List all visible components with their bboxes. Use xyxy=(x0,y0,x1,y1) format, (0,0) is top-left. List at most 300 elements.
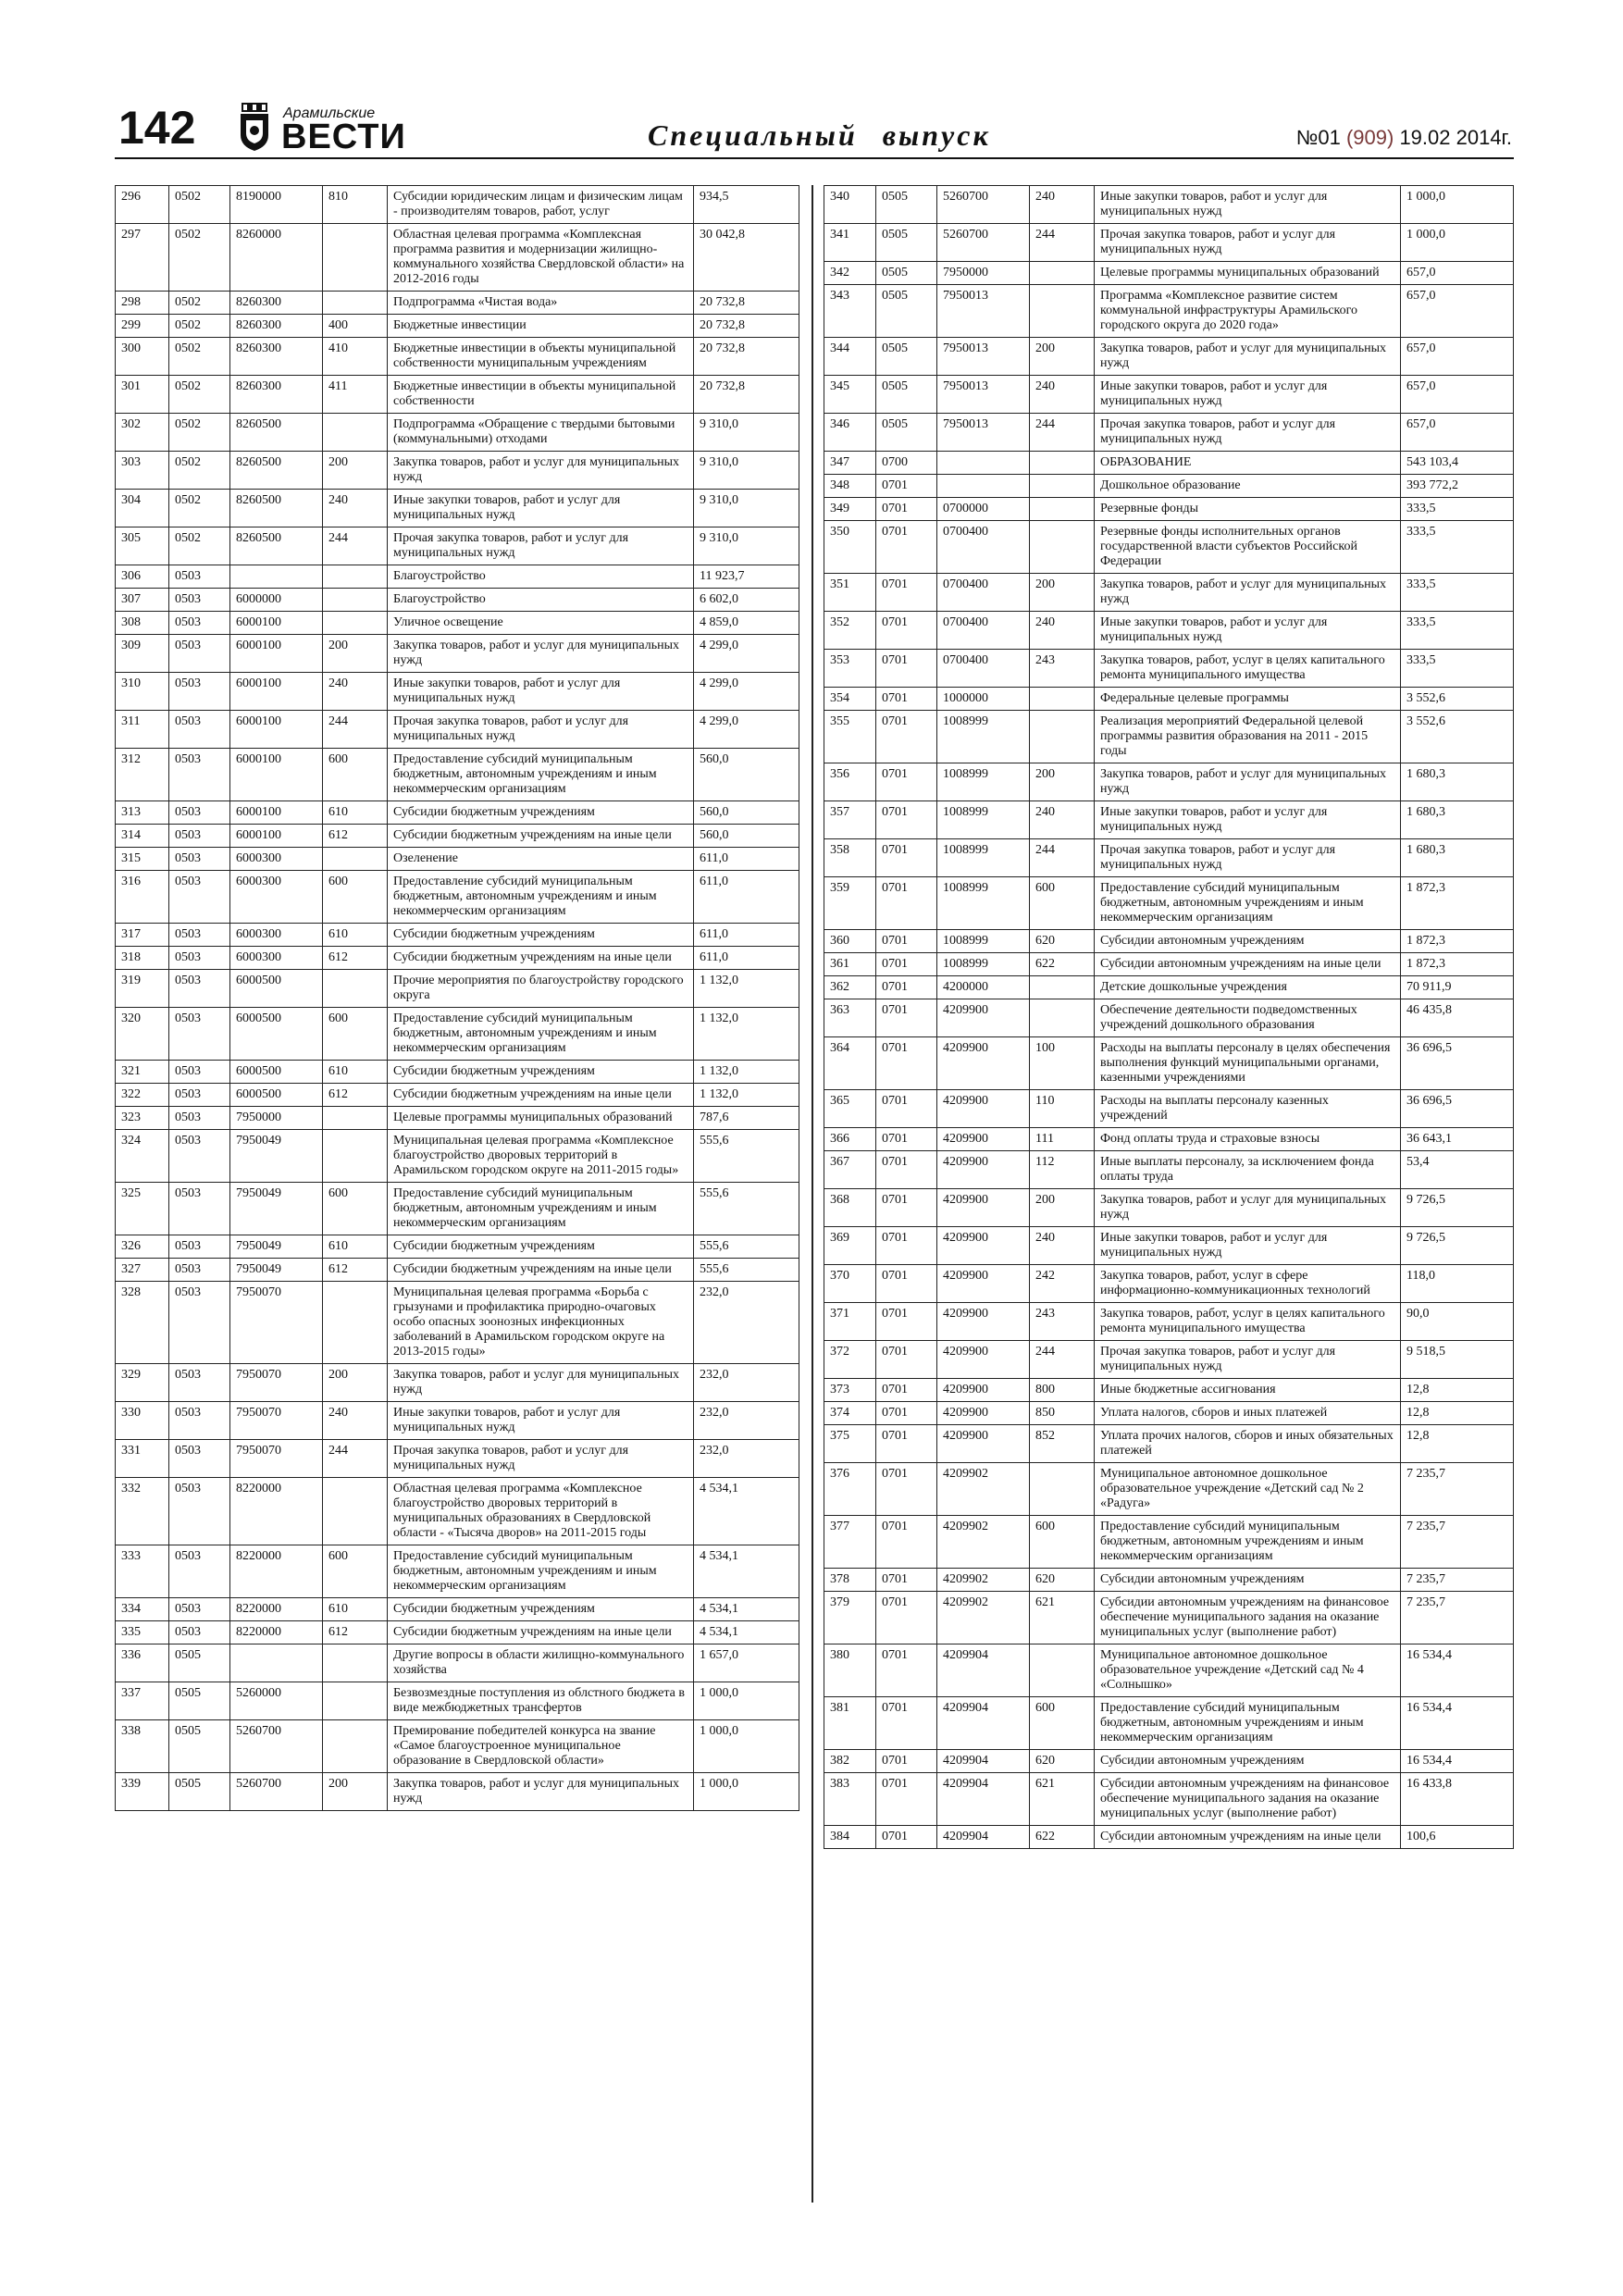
section-code-cell: 0503 xyxy=(169,589,230,612)
table-row xyxy=(824,1592,1514,1644)
row-number-cell: 313 xyxy=(116,801,169,825)
section-code-cell: 0701 xyxy=(876,1826,937,1849)
expense-type-cell xyxy=(323,292,388,315)
amount-cell: 393 772,2 xyxy=(1401,475,1514,498)
amount-cell: 4 299,0 xyxy=(694,635,799,673)
item-name-cell: Предоставление субсидий муниципальным бюджетным, автономным учреждениям и иным некоммерческим организациям xyxy=(1095,1697,1401,1750)
amount-cell: 4 859,0 xyxy=(694,612,799,635)
item-name-cell: Муниципальная целевая программа «Борьба с грызунами и профилактика природно-очаговых особо опасных зоонозных инфекционных заболеваний в Арамильском городском округе на 2013-2015 годы» xyxy=(388,1282,694,1364)
row-number-cell: 322 xyxy=(116,1084,169,1107)
table-row xyxy=(116,527,799,565)
amount-cell: 9 310,0 xyxy=(694,452,799,490)
section-code-cell: 0701 xyxy=(876,1341,937,1379)
amount-cell: 36 696,5 xyxy=(1401,1090,1514,1128)
item-name-cell: Прочая закупка товаров, работ и услуг для муниципальных нужд xyxy=(388,527,694,565)
amount-cell: 934,5 xyxy=(694,186,799,224)
expense-type-cell: 411 xyxy=(323,376,388,414)
expense-type-cell: 240 xyxy=(323,1402,388,1440)
item-name-cell: Уличное освещение xyxy=(388,612,694,635)
item-name-cell: Резервные фонды исполнительных органов государственной власти субъектов Российской Федерации xyxy=(1095,521,1401,574)
amount-cell: 560,0 xyxy=(694,749,799,801)
target-article-cell: 4209900 xyxy=(937,1402,1030,1425)
amount-cell: 9 726,5 xyxy=(1401,1189,1514,1227)
target-article-cell xyxy=(937,475,1030,498)
expense-type-cell: 244 xyxy=(1030,1341,1095,1379)
item-name-cell: Областная целевая программа «Комплексное благоустройство дворовых территорий в муниципальных образованиях в Свердловской области - «Тысяча дворов» на 2011-2015 годы xyxy=(388,1478,694,1545)
amount-cell: 657,0 xyxy=(1401,414,1514,452)
target-article-cell: 8220000 xyxy=(230,1621,323,1644)
table-row xyxy=(824,1697,1514,1750)
item-name-cell: Расходы на выплаты персоналу в целях обеспечения выполнения функций муниципальными органами, казенными учреждениями xyxy=(1095,1037,1401,1090)
amount-cell: 118,0 xyxy=(1401,1265,1514,1303)
section-code-cell: 0503 xyxy=(169,1621,230,1644)
section-code-cell: 0700 xyxy=(876,452,937,475)
amount-cell: 46 435,8 xyxy=(1401,999,1514,1037)
item-name-cell: Субсидии бюджетным учреждениям на иные цели xyxy=(388,825,694,848)
row-number-cell: 343 xyxy=(824,285,876,338)
table-row xyxy=(824,839,1514,877)
section-code-cell: 0503 xyxy=(169,612,230,635)
expense-type-cell: 610 xyxy=(323,1061,388,1084)
row-number-cell: 340 xyxy=(824,186,876,224)
target-article-cell: 4209900 xyxy=(937,1189,1030,1227)
row-number-cell: 310 xyxy=(116,673,169,711)
item-name-cell: Субсидии бюджетным учреждениям на иные цели xyxy=(388,947,694,970)
section-code-cell: 0503 xyxy=(169,635,230,673)
item-name-cell: Закупка товаров, работ и услуг для муниципальных нужд xyxy=(1095,338,1401,376)
section-code-cell: 0503 xyxy=(169,1478,230,1545)
item-name-cell: Озеленение xyxy=(388,848,694,871)
item-name-cell: Муниципальное автономное дошкольное образовательное учреждение «Детский сад № 2 «Радуга» xyxy=(1095,1463,1401,1516)
section-code-cell: 0503 xyxy=(169,1061,230,1084)
expense-type-cell: 244 xyxy=(1030,414,1095,452)
section-code-cell: 0502 xyxy=(169,414,230,452)
amount-cell: 11 923,7 xyxy=(694,565,799,589)
amount-cell: 1 872,3 xyxy=(1401,930,1514,953)
table-row xyxy=(824,1644,1514,1697)
table-row xyxy=(824,1341,1514,1379)
amount-cell: 1 000,0 xyxy=(1401,186,1514,224)
expense-type-cell xyxy=(1030,498,1095,521)
expense-type-cell: 243 xyxy=(1030,650,1095,688)
target-article-cell: 6000500 xyxy=(230,1061,323,1084)
target-article-cell: 4209900 xyxy=(937,1227,1030,1265)
table-row xyxy=(824,498,1514,521)
target-article-cell: 1008999 xyxy=(937,711,1030,763)
table-row xyxy=(116,1682,799,1720)
target-article-cell: 7950000 xyxy=(230,1107,323,1130)
section-code-cell: 0701 xyxy=(876,1151,937,1189)
expense-type-cell: 200 xyxy=(323,1773,388,1811)
table-row xyxy=(824,877,1514,930)
row-number-cell: 312 xyxy=(116,749,169,801)
table-row xyxy=(116,315,799,338)
table-row xyxy=(824,1425,1514,1463)
section-code-cell: 0502 xyxy=(169,452,230,490)
item-name-cell: Закупка товаров, работ, услуг в сфере информационно-коммуникационных технологий xyxy=(1095,1265,1401,1303)
target-article-cell: 0700400 xyxy=(937,612,1030,650)
section-code-cell: 0505 xyxy=(169,1773,230,1811)
expense-type-cell: 243 xyxy=(1030,1303,1095,1341)
newspaper-logo xyxy=(239,102,406,156)
section-code-cell: 0503 xyxy=(169,1364,230,1402)
item-name-cell: Иные выплаты персоналу, за исключением фонда оплаты труда xyxy=(1095,1151,1401,1189)
row-number-cell: 304 xyxy=(116,490,169,527)
expense-type-cell xyxy=(323,1682,388,1720)
item-name-cell: Субсидии бюджетным учреждениям xyxy=(388,1235,694,1259)
item-name-cell: Подпрограмма «Обращение с твердыми бытовыми (коммунальными) отходами xyxy=(388,414,694,452)
amount-cell: 555,6 xyxy=(694,1183,799,1235)
item-name-cell: Прочая закупка товаров, работ и услуг для муниципальных нужд xyxy=(388,711,694,749)
expense-type-cell: 240 xyxy=(1030,1227,1095,1265)
expense-type-cell: 600 xyxy=(323,1008,388,1061)
target-article-cell: 4209904 xyxy=(937,1773,1030,1826)
table-row xyxy=(116,1235,799,1259)
target-article-cell: 8260300 xyxy=(230,292,323,315)
item-name-cell: Иные закупки товаров, работ и услуг для муниципальных нужд xyxy=(1095,801,1401,839)
amount-cell: 560,0 xyxy=(694,825,799,848)
section-code-cell: 0503 xyxy=(169,801,230,825)
amount-cell: 1 000,0 xyxy=(694,1720,799,1773)
expense-type-cell: 200 xyxy=(1030,574,1095,612)
section-code-cell: 0503 xyxy=(169,749,230,801)
item-name-cell: Субсидии автономным учреждениям xyxy=(1095,1569,1401,1592)
row-number-cell: 364 xyxy=(824,1037,876,1090)
table-row xyxy=(824,1303,1514,1341)
target-article-cell: 4209900 xyxy=(937,999,1030,1037)
section-code-cell: 0701 xyxy=(876,711,937,763)
expense-type-cell xyxy=(323,1282,388,1364)
row-number-cell: 359 xyxy=(824,877,876,930)
amount-cell: 787,6 xyxy=(694,1107,799,1130)
expense-type-cell xyxy=(1030,1463,1095,1516)
row-number-cell: 318 xyxy=(116,947,169,970)
row-number-cell: 346 xyxy=(824,414,876,452)
table-row xyxy=(824,262,1514,285)
budget-table-left-body xyxy=(116,186,799,1811)
section-code-cell: 0503 xyxy=(169,970,230,1008)
item-name-cell: Резервные фонды xyxy=(1095,498,1401,521)
expense-type-cell: 612 xyxy=(323,1621,388,1644)
item-name-cell: Целевые программы муниципальных образований xyxy=(388,1107,694,1130)
table-row xyxy=(824,452,1514,475)
target-article-cell: 7950049 xyxy=(230,1130,323,1183)
row-number-cell: 357 xyxy=(824,801,876,839)
amount-cell: 4 534,1 xyxy=(694,1598,799,1621)
table-row xyxy=(116,589,799,612)
row-number-cell: 321 xyxy=(116,1061,169,1084)
row-number-cell: 323 xyxy=(116,1107,169,1130)
expense-type-cell: 600 xyxy=(323,749,388,801)
item-name-cell: Предоставление субсидий муниципальным бюджетным, автономным учреждениям и иным некоммерческим организациям xyxy=(388,749,694,801)
page-number: 142 xyxy=(118,102,196,154)
section-code-cell: 0503 xyxy=(169,1107,230,1130)
target-article-cell: 4209900 xyxy=(937,1265,1030,1303)
section-code-cell: 0701 xyxy=(876,1773,937,1826)
target-article-cell: 6000100 xyxy=(230,612,323,635)
section-code-cell: 0701 xyxy=(876,877,937,930)
item-name-cell: Бюджетные инвестиции xyxy=(388,315,694,338)
section-code-cell: 0505 xyxy=(876,186,937,224)
item-name-cell: Федеральные целевые программы xyxy=(1095,688,1401,711)
row-number-cell: 361 xyxy=(824,953,876,976)
table-row xyxy=(116,1621,799,1644)
table-row xyxy=(824,186,1514,224)
table-row xyxy=(116,711,799,749)
section-code-cell: 0503 xyxy=(169,871,230,924)
logo-top-text: Арамильские xyxy=(283,105,376,121)
row-number-cell: 380 xyxy=(824,1644,876,1697)
budget-table-left xyxy=(115,185,799,1811)
expense-type-cell: 240 xyxy=(1030,186,1095,224)
amount-cell: 1 132,0 xyxy=(694,970,799,1008)
expense-type-cell: 244 xyxy=(1030,224,1095,262)
item-name-cell: Реализация мероприятий Федеральной целевой программы развития образования на 2011 - 2015 годы xyxy=(1095,711,1401,763)
item-name-cell: Субсидии автономным учреждениям xyxy=(1095,1750,1401,1773)
section-code-cell: 0503 xyxy=(169,565,230,589)
expense-type-cell: 244 xyxy=(323,527,388,565)
row-number-cell: 358 xyxy=(824,839,876,877)
row-number-cell: 306 xyxy=(116,565,169,589)
table-row xyxy=(116,565,799,589)
table-row xyxy=(824,224,1514,262)
expense-type-cell xyxy=(1030,711,1095,763)
item-name-cell: Закупка товаров, работ и услуг для муниципальных нужд xyxy=(1095,763,1401,801)
expense-type-cell: 600 xyxy=(323,1545,388,1598)
amount-cell: 7 235,7 xyxy=(1401,1516,1514,1569)
item-name-cell: Премирование победителей конкурса на звание «Самое благоустроенное муниципальное образование в Свердловской области» xyxy=(388,1720,694,1773)
row-number-cell: 338 xyxy=(116,1720,169,1773)
expense-type-cell xyxy=(1030,976,1095,999)
amount-cell: 333,5 xyxy=(1401,498,1514,521)
table-row xyxy=(824,414,1514,452)
section-code-cell: 0505 xyxy=(876,414,937,452)
target-article-cell: 5260700 xyxy=(230,1720,323,1773)
item-name-cell: Прочая закупка товаров, работ и услуг для муниципальных нужд xyxy=(1095,839,1401,877)
expense-type-cell: 612 xyxy=(323,1259,388,1282)
section-code-cell: 0502 xyxy=(169,338,230,376)
table-row xyxy=(824,1379,1514,1402)
table-row xyxy=(116,1364,799,1402)
target-article-cell: 7950070 xyxy=(230,1364,323,1402)
target-article-cell: 7950049 xyxy=(230,1259,323,1282)
table-row xyxy=(116,947,799,970)
target-article-cell: 0700400 xyxy=(937,521,1030,574)
item-name-cell: Закупка товаров, работ и услуг для муниципальных нужд xyxy=(1095,574,1401,612)
item-name-cell: Подпрограмма «Чистая вода» xyxy=(388,292,694,315)
section-code-cell: 0701 xyxy=(876,612,937,650)
expense-type-cell: 100 xyxy=(1030,1037,1095,1090)
row-number-cell: 347 xyxy=(824,452,876,475)
expense-type-cell: 612 xyxy=(323,825,388,848)
section-code-cell: 0505 xyxy=(876,224,937,262)
section-code-cell: 0505 xyxy=(876,338,937,376)
row-number-cell: 374 xyxy=(824,1402,876,1425)
target-article-cell: 6000500 xyxy=(230,1084,323,1107)
logo-main-text: ВЕСТИ xyxy=(281,118,406,156)
item-name-cell: Субсидии бюджетным учреждениям xyxy=(388,1061,694,1084)
section-code-cell: 0503 xyxy=(169,1183,230,1235)
expense-type-cell: 620 xyxy=(1030,1750,1095,1773)
table-row xyxy=(824,1128,1514,1151)
expense-type-cell: 200 xyxy=(1030,338,1095,376)
section-code-cell: 0701 xyxy=(876,1516,937,1569)
row-number-cell: 381 xyxy=(824,1697,876,1750)
row-number-cell: 382 xyxy=(824,1750,876,1773)
target-article-cell xyxy=(230,1644,323,1682)
issue-date: 19.02 2014г. xyxy=(1394,126,1512,149)
target-article-cell: 7950000 xyxy=(937,262,1030,285)
table-row xyxy=(116,224,799,292)
expense-type-cell: 810 xyxy=(323,186,388,224)
section-code-cell: 0701 xyxy=(876,801,937,839)
table-row xyxy=(824,1750,1514,1773)
row-number-cell: 383 xyxy=(824,1773,876,1826)
table-row xyxy=(116,848,799,871)
table-row xyxy=(824,688,1514,711)
row-number-cell: 336 xyxy=(116,1644,169,1682)
amount-cell: 657,0 xyxy=(1401,338,1514,376)
amount-cell: 6 602,0 xyxy=(694,589,799,612)
row-number-cell: 372 xyxy=(824,1341,876,1379)
expense-type-cell: 612 xyxy=(323,1084,388,1107)
section-code-cell: 0701 xyxy=(876,688,937,711)
target-article-cell: 4209904 xyxy=(937,1697,1030,1750)
section-code-cell: 0701 xyxy=(876,574,937,612)
row-number-cell: 348 xyxy=(824,475,876,498)
expense-type-cell: 200 xyxy=(1030,1189,1095,1227)
row-number-cell: 297 xyxy=(116,224,169,292)
row-number-cell: 349 xyxy=(824,498,876,521)
table-row xyxy=(824,1516,1514,1569)
target-article-cell: 4209904 xyxy=(937,1644,1030,1697)
item-name-cell: Детские дошкольные учреждения xyxy=(1095,976,1401,999)
expense-type-cell: 620 xyxy=(1030,1569,1095,1592)
item-name-cell: Уплата прочих налогов, сборов и иных обязательных платежей xyxy=(1095,1425,1401,1463)
amount-cell: 1 872,3 xyxy=(1401,953,1514,976)
item-name-cell: Расходы на выплаты персоналу казенных учреждений xyxy=(1095,1090,1401,1128)
target-article-cell: 4209902 xyxy=(937,1516,1030,1569)
amount-cell: 100,6 xyxy=(1401,1826,1514,1849)
item-name-cell: Целевые программы муниципальных образований xyxy=(1095,262,1401,285)
item-name-cell: Предоставление субсидий муниципальным бюджетным, автономным учреждениям и иным некоммерческим организациям xyxy=(1095,1516,1401,1569)
expense-type-cell: 800 xyxy=(1030,1379,1095,1402)
section-code-cell: 0701 xyxy=(876,1037,937,1090)
table-row xyxy=(116,338,799,376)
target-article-cell: 4209904 xyxy=(937,1750,1030,1773)
table-row xyxy=(824,338,1514,376)
table-row xyxy=(116,1644,799,1682)
table-row xyxy=(824,953,1514,976)
table-row xyxy=(116,970,799,1008)
amount-cell: 90,0 xyxy=(1401,1303,1514,1341)
section-code-cell: 0503 xyxy=(169,848,230,871)
target-article-cell: 0700400 xyxy=(937,574,1030,612)
row-number-cell: 326 xyxy=(116,1235,169,1259)
row-number-cell: 339 xyxy=(116,1773,169,1811)
target-article-cell: 7950070 xyxy=(230,1282,323,1364)
row-number-cell: 331 xyxy=(116,1440,169,1478)
row-number-cell: 335 xyxy=(116,1621,169,1644)
amount-cell: 4 534,1 xyxy=(694,1545,799,1598)
target-article-cell: 6000000 xyxy=(230,589,323,612)
amount-cell: 555,6 xyxy=(694,1130,799,1183)
amount-cell: 9 310,0 xyxy=(694,490,799,527)
item-name-cell: Дошкольное образование xyxy=(1095,475,1401,498)
item-name-cell: Бюджетные инвестиции в объекты муниципальной собственности муниципальным учреждениям xyxy=(388,338,694,376)
expense-type-cell: 600 xyxy=(323,1183,388,1235)
item-name-cell: Предоставление субсидий муниципальным бюджетным, автономным учреждениям и иным некоммерческим организациям xyxy=(388,1183,694,1235)
row-number-cell: 305 xyxy=(116,527,169,565)
section-code-cell: 0502 xyxy=(169,224,230,292)
target-article-cell: 5260700 xyxy=(230,1773,323,1811)
amount-cell: 16 534,4 xyxy=(1401,1750,1514,1773)
item-name-cell: Прочая закупка товаров, работ и услуг для муниципальных нужд xyxy=(1095,224,1401,262)
item-name-cell: Бюджетные инвестиции в объекты муниципальной собственности xyxy=(388,376,694,414)
item-name-cell: Закупка товаров, работ и услуг для муниципальных нужд xyxy=(388,452,694,490)
item-name-cell: Закупка товаров, работ, услуг в целях капитального ремонта муниципального имущества xyxy=(1095,650,1401,688)
row-number-cell: 298 xyxy=(116,292,169,315)
row-number-cell: 371 xyxy=(824,1303,876,1341)
expense-type-cell: 621 xyxy=(1030,1773,1095,1826)
row-number-cell: 307 xyxy=(116,589,169,612)
amount-cell: 611,0 xyxy=(694,924,799,947)
amount-cell: 333,5 xyxy=(1401,521,1514,574)
row-number-cell: 384 xyxy=(824,1826,876,1849)
item-name-cell: Предоставление субсидий муниципальным бюджетным, автономным учреждениям и иным некоммерческим организациям xyxy=(388,1008,694,1061)
expense-type-cell: 244 xyxy=(323,711,388,749)
row-number-cell: 352 xyxy=(824,612,876,650)
expense-type-cell xyxy=(1030,452,1095,475)
table-row xyxy=(116,801,799,825)
item-name-cell: Областная целевая программа «Комплексная программа развития и модернизации жилищно-коммунального хозяйства Свердловской области» на 2012-2016 годы xyxy=(388,224,694,292)
section-code-cell: 0502 xyxy=(169,315,230,338)
table-row xyxy=(116,1598,799,1621)
amount-cell: 16 534,4 xyxy=(1401,1697,1514,1750)
section-code-cell: 0701 xyxy=(876,1379,937,1402)
item-name-cell: Закупка товаров, работ и услуг для муниципальных нужд xyxy=(388,1773,694,1811)
expense-type-cell xyxy=(1030,285,1095,338)
table-row xyxy=(116,1773,799,1811)
row-number-cell: 376 xyxy=(824,1463,876,1516)
amount-cell: 333,5 xyxy=(1401,612,1514,650)
row-number-cell: 319 xyxy=(116,970,169,1008)
target-article-cell: 6000300 xyxy=(230,871,323,924)
item-name-cell: Иные закупки товаров, работ и услуг для муниципальных нужд xyxy=(1095,186,1401,224)
target-article-cell: 1008999 xyxy=(937,877,1030,930)
item-name-cell: Субсидии автономным учреждениям на финансовое обеспечение муниципального задания на оказание муниципальных услуг (выполнение работ) xyxy=(1095,1773,1401,1826)
target-article-cell: 6000300 xyxy=(230,848,323,871)
row-number-cell: 317 xyxy=(116,924,169,947)
table-row xyxy=(116,414,799,452)
amount-cell: 3 552,6 xyxy=(1401,711,1514,763)
amount-cell: 36 643,1 xyxy=(1401,1128,1514,1151)
table-row xyxy=(824,475,1514,498)
item-name-cell: Муниципальное автономное дошкольное образовательное учреждение «Детский сад № 4 «Солнышко» xyxy=(1095,1644,1401,1697)
expense-type-cell: 200 xyxy=(323,1364,388,1402)
row-number-cell: 301 xyxy=(116,376,169,414)
target-article-cell xyxy=(230,565,323,589)
item-name-cell: Субсидии бюджетным учреждениям xyxy=(388,924,694,947)
amount-cell: 1 000,0 xyxy=(1401,224,1514,262)
row-number-cell: 316 xyxy=(116,871,169,924)
issue-number: №01 xyxy=(1295,126,1346,149)
section-code-cell: 0503 xyxy=(169,1402,230,1440)
amount-cell: 70 911,9 xyxy=(1401,976,1514,999)
table-row xyxy=(116,825,799,848)
expense-type-cell: 610 xyxy=(323,1235,388,1259)
table-row xyxy=(824,285,1514,338)
